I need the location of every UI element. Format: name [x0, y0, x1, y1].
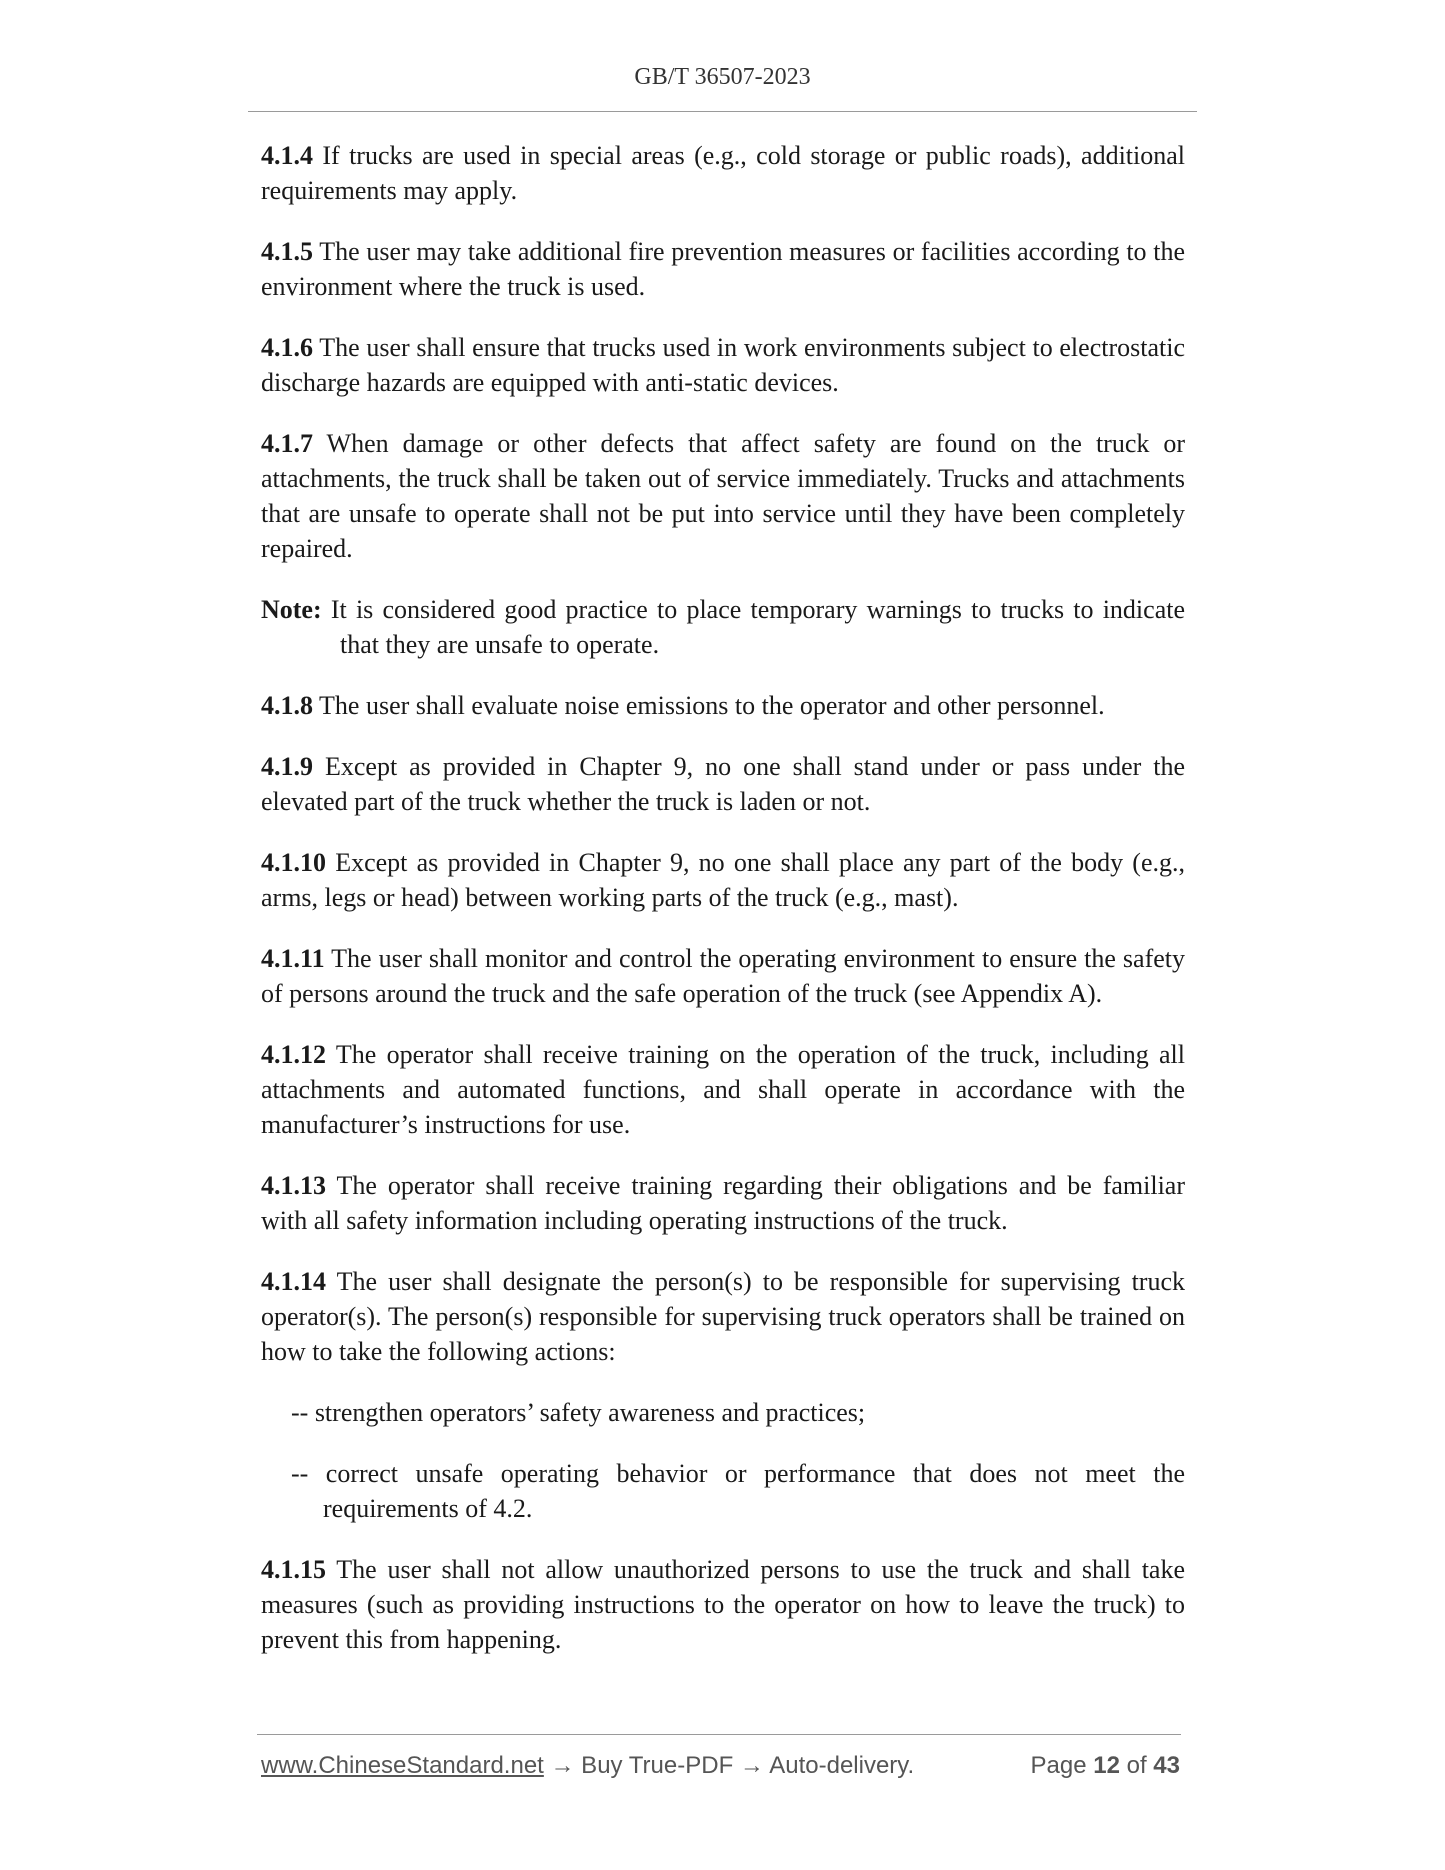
clause-text: When damage or other defects that affect safety are found on the truck or attachments, the truck shall be taken out of service immediately. Trucks and attachments that are unsafe to operate shall not be put into service until they have been completely repaired. — [261, 429, 1186, 563]
list-item: -- correct unsafe operating behavior or performance that does not meet the requirements of 4.2. — [291, 1459, 1185, 1523]
clause-text: The user shall ensure that trucks used in work environments subject to electrostatic discharge hazards are equipped with anti-static devices. — [261, 333, 1185, 397]
page-label: Page — [1030, 1752, 1087, 1779]
clause-4-1-7 — [261, 426, 1185, 566]
clause-text: The operator shall receive training regarding their obligations and be familiar with all safety information including operating instructions of the truck. — [261, 1171, 1186, 1235]
clause-4-1-4 — [261, 138, 1185, 208]
footer-promo — [261, 1752, 914, 1780]
list-item: -- strengthen operators’ safety awareness and practices; — [291, 1398, 866, 1427]
clause-text: The operator shall receive training on the operation of the truck, including all attachments and automated functions, and shall operate in accordance with the manufacturer’s instructions for use. — [261, 1040, 1185, 1139]
clause-number: 4.1.11 — [261, 944, 325, 973]
clause-number: 4.1.4 — [261, 141, 313, 170]
page-indicator — [1031, 1752, 1181, 1780]
page-total: 43 — [1153, 1752, 1180, 1779]
clause-number: 4.1.9 — [261, 752, 313, 781]
page-current: 12 — [1093, 1752, 1120, 1779]
clause-4-1-5 — [261, 234, 1185, 304]
header-divider — [248, 111, 1197, 112]
clause-4-1-14 — [261, 1264, 1185, 1369]
clause-number: 4.1.12 — [261, 1040, 326, 1069]
clause-number: 4.1.15 — [261, 1555, 326, 1584]
clause-4-1-13 — [261, 1168, 1185, 1238]
clause-number: 4.1.14 — [261, 1267, 326, 1296]
clause-text: Except as provided in Chapter 9, no one shall stand under or pass under the elevated part of the truck whether the truck is laden or not. — [261, 752, 1186, 816]
clause-number: 4.1.13 — [261, 1171, 326, 1200]
clause-number: 4.1.10 — [261, 848, 326, 877]
page-of: of — [1126, 1752, 1147, 1779]
clause-text: The user shall designate the person(s) to be responsible for supervising truck operator(s). The person(s) responsible for supervising truck operators shall be trained on how to take the following actions: — [261, 1267, 1185, 1366]
clause-text: The user shall evaluate noise emissions to the operator and other personnel. — [319, 691, 1105, 720]
running-header: GB/T 36507-2023 — [634, 64, 811, 90]
clause-4-1-9 — [261, 749, 1185, 819]
clause-number: 4.1.8 — [261, 691, 313, 720]
clause-text: The user shall not allow unauthorized persons to use the truck and shall take measures (such as providing instructions to the operator on how to leave the truck) to prevent this from happening. — [261, 1555, 1185, 1654]
note-block — [261, 592, 1185, 662]
clause-number: 4.1.5 — [261, 237, 313, 266]
clause-number: 4.1.6 — [261, 333, 313, 362]
site-link[interactable]: www.ChineseStandard.net — [261, 1752, 544, 1779]
clause-4-1-12 — [261, 1037, 1185, 1142]
clause-4-1-8 — [261, 688, 1185, 723]
document-body — [261, 138, 1185, 1683]
page-footer — [261, 1752, 1180, 1780]
clause-number: 4.1.7 — [261, 429, 313, 458]
footer-promo-text: → Buy True-PDF → Auto-delivery. — [550, 1752, 915, 1779]
note-label: Note: — [261, 595, 322, 624]
note-text: It is considered good practice to place temporary warnings to trucks to indicate that they are unsafe to operate. — [330, 595, 1185, 659]
clause-4-1-10 — [261, 845, 1185, 915]
clause-4-1-6 — [261, 330, 1185, 400]
clause-text: The user may take additional fire prevention measures or facilities according to the environment where the truck is used. — [261, 237, 1186, 301]
footer-divider — [257, 1734, 1181, 1735]
clause-4-1-11 — [261, 941, 1185, 1011]
clause-text: If trucks are used in special areas (e.g., cold storage or public roads), additional requirements may apply. — [261, 141, 1186, 205]
clause-text: Except as provided in Chapter 9, no one shall place any part of the body (e.g., arms, legs or head) between working parts of the truck (e.g., mast). — [261, 848, 1185, 912]
clause-text: The user shall monitor and control the operating environment to ensure the safety of persons around the truck and the safe operation of the truck (see Appendix A). — [261, 944, 1186, 1008]
clause-4-1-15 — [261, 1552, 1185, 1657]
